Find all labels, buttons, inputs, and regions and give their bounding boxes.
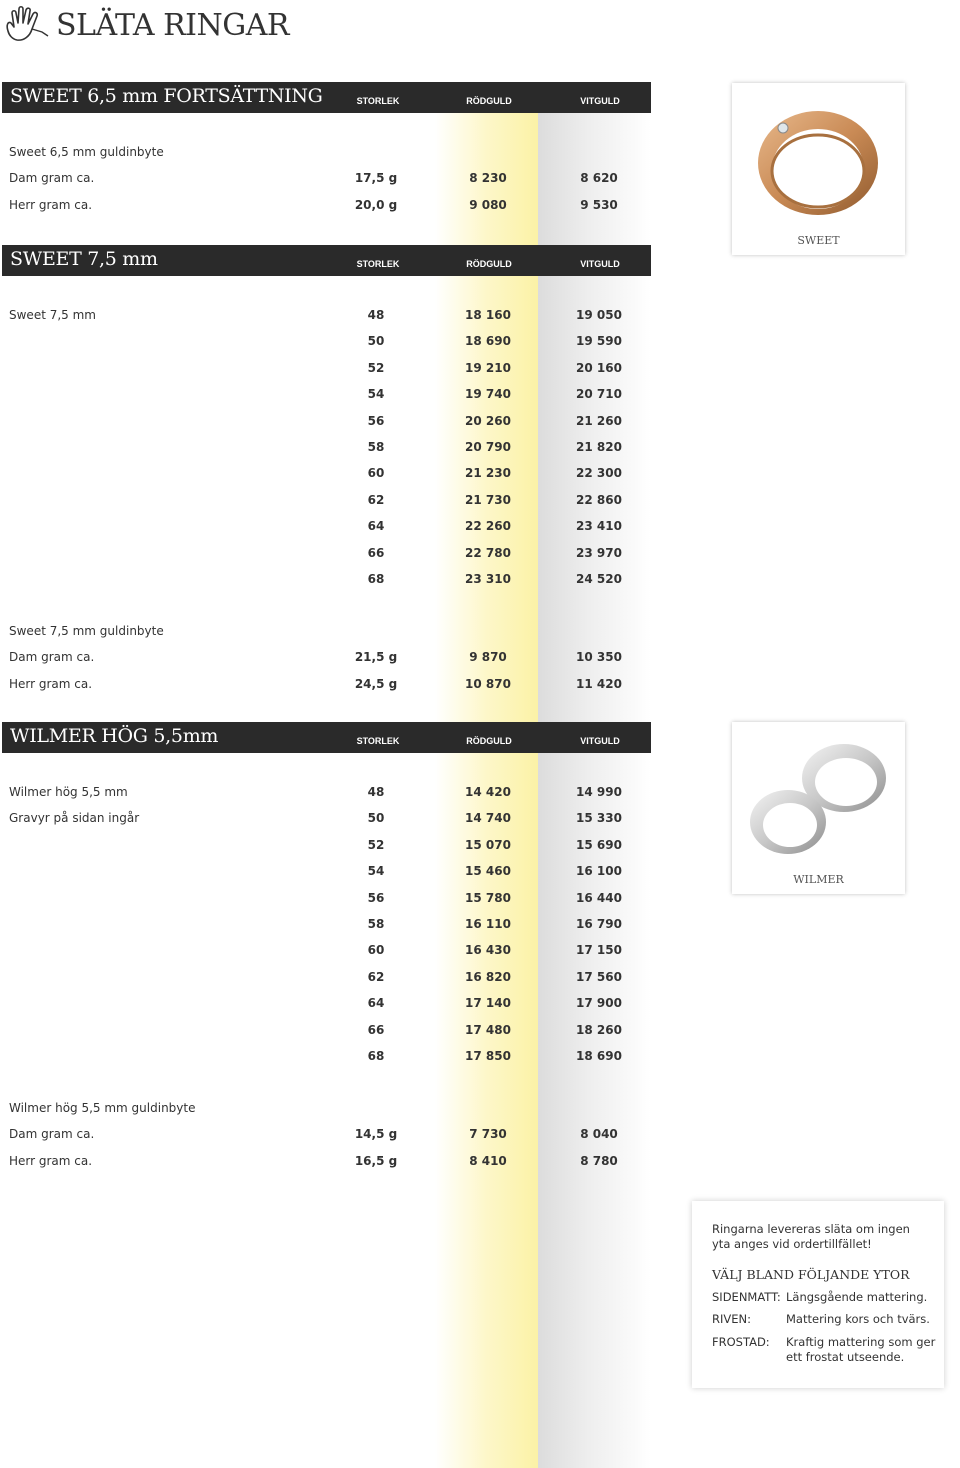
row-label: Gravyr på sidan ingår bbox=[9, 811, 140, 826]
red-gold-price: 16 110 bbox=[465, 916, 511, 931]
white-gold-price: 15 690 bbox=[576, 837, 622, 852]
section-title: SWEET 6,5 mm FORTSÄTTNING bbox=[10, 85, 323, 107]
red-gold-price: 17 140 bbox=[465, 996, 511, 1011]
red-gold-price: 8 410 bbox=[469, 1153, 507, 1168]
red-gold-price: 22 780 bbox=[465, 545, 511, 560]
white-gold-price: 8 040 bbox=[580, 1127, 618, 1142]
white-gold-price: 15 330 bbox=[576, 811, 622, 826]
row-label: Dam gram ca. bbox=[9, 650, 95, 665]
white-gold-price: 18 690 bbox=[576, 1048, 622, 1063]
row-label: Sweet 7,5 mm bbox=[9, 308, 96, 322]
option-desc: Kraftig mattering som ger ett frostat utseende. bbox=[786, 1335, 936, 1364]
row-label: Dam gram ca. bbox=[9, 1127, 95, 1142]
col-header-red-gold: RÖDGULD bbox=[466, 259, 512, 269]
page-title: SLÄTA RINGAR bbox=[56, 7, 289, 43]
option-key: FROSTAD: bbox=[712, 1335, 770, 1349]
row-label: Wilmer hög 5,5 mm bbox=[9, 785, 128, 799]
white-gold-price: 8 620 bbox=[580, 171, 618, 186]
white-gold-price: 21 820 bbox=[576, 439, 622, 454]
col-header-size: STORLEK bbox=[356, 259, 400, 269]
row-label: Sweet 6,5 mm guldinbyte bbox=[9, 145, 164, 159]
size-cell: 14,5 g bbox=[354, 1127, 398, 1142]
col-header-red-gold: RÖDGULD bbox=[466, 736, 512, 746]
white-gold-price: 8 780 bbox=[580, 1153, 618, 1168]
col-header-white-gold: VITGULD bbox=[580, 259, 620, 269]
hand-icon bbox=[2, 5, 50, 45]
white-gold-price: 21 260 bbox=[576, 413, 622, 428]
gold-ring-image bbox=[732, 83, 905, 233]
row-label: Sweet 7,5 mm guldinbyte bbox=[9, 624, 164, 638]
size-cell: 52 bbox=[367, 837, 385, 852]
row-label: Dam gram ca. bbox=[9, 171, 95, 186]
red-gold-price: 19 210 bbox=[465, 360, 511, 375]
red-gold-price: 21 730 bbox=[465, 492, 511, 507]
size-cell: 17,5 g bbox=[354, 171, 398, 186]
size-cell: 62 bbox=[367, 969, 385, 984]
section-header-sweet-6-5 bbox=[2, 82, 651, 113]
size-cell: 60 bbox=[367, 466, 385, 481]
red-gold-price: 20 260 bbox=[465, 413, 511, 428]
white-gold-price: 22 860 bbox=[576, 492, 622, 507]
col-header-size: STORLEK bbox=[356, 96, 400, 106]
size-cell: 50 bbox=[367, 334, 385, 349]
wilmer-caption: WILMER bbox=[793, 873, 844, 886]
white-gold-price: 24 520 bbox=[576, 571, 622, 586]
option-desc: Längsgående mattering. bbox=[786, 1290, 928, 1304]
white-gold-price: 18 260 bbox=[576, 1022, 622, 1037]
size-cell: 58 bbox=[367, 916, 385, 931]
row-label: Herr gram ca. bbox=[9, 676, 93, 691]
row-label: Wilmer hög 5,5 mm guldinbyte bbox=[9, 1101, 196, 1115]
size-cell: 52 bbox=[367, 360, 385, 375]
col-header-white-gold: VITGULD bbox=[580, 736, 620, 746]
white-gold-price: 20 710 bbox=[576, 387, 622, 402]
red-gold-price: 17 480 bbox=[465, 1022, 511, 1037]
white-gold-price: 23 410 bbox=[576, 519, 622, 534]
red-gold-price: 16 430 bbox=[465, 943, 511, 958]
red-gold-price: 16 820 bbox=[465, 969, 511, 984]
red-gold-price: 14 740 bbox=[465, 811, 511, 826]
size-cell: 58 bbox=[367, 439, 385, 454]
size-cell: 16,5 g bbox=[354, 1153, 398, 1168]
size-cell: 21,5 g bbox=[354, 650, 398, 665]
white-gold-price: 14 990 bbox=[576, 785, 622, 799]
col-header-red-gold: RÖDGULD bbox=[466, 96, 512, 106]
size-cell: 20,0 g bbox=[354, 197, 398, 212]
col-header-size: STORLEK bbox=[356, 736, 400, 746]
white-gold-rings-image bbox=[732, 722, 905, 872]
red-gold-price: 15 070 bbox=[465, 837, 511, 852]
size-cell: 64 bbox=[367, 996, 385, 1011]
size-cell: 48 bbox=[367, 308, 385, 322]
delivery-note: Ringarna levereras släta om ingen yta anges vid ordertillfället! bbox=[712, 1222, 910, 1251]
options-title: VÄLJ BLAND FÖLJANDE YTOR bbox=[712, 1267, 910, 1282]
white-gold-price: 19 050 bbox=[576, 308, 622, 322]
red-gold-price: 18 690 bbox=[465, 334, 511, 349]
option-desc: Mattering kors och tvärs. bbox=[786, 1312, 930, 1326]
red-gold-price: 14 420 bbox=[465, 785, 511, 799]
red-gold-price: 10 870 bbox=[465, 676, 511, 691]
white-gold-price: 23 970 bbox=[576, 545, 622, 560]
section-header-sweet-7-5 bbox=[2, 245, 651, 276]
option-key: RIVEN: bbox=[712, 1312, 751, 1326]
sweet-ring-photo bbox=[732, 83, 905, 255]
red-gold-price: 8 230 bbox=[469, 171, 507, 186]
size-cell: 56 bbox=[367, 413, 385, 428]
size-cell: 54 bbox=[367, 864, 385, 879]
white-gold-price: 16 440 bbox=[576, 890, 622, 905]
page-header bbox=[2, 4, 289, 46]
red-gold-price: 15 460 bbox=[465, 864, 511, 879]
red-gold-price: 18 160 bbox=[465, 308, 511, 322]
red-gold-price: 22 260 bbox=[465, 519, 511, 534]
white-gold-price: 17 560 bbox=[576, 969, 622, 984]
white-gold-price: 16 790 bbox=[576, 916, 622, 931]
size-cell: 50 bbox=[367, 811, 385, 826]
white-gold-price: 17 900 bbox=[576, 996, 622, 1011]
col-header-white-gold: VITGULD bbox=[580, 96, 620, 106]
section-title: SWEET 7,5 mm bbox=[10, 248, 158, 270]
sweet-caption: SWEET bbox=[797, 234, 840, 247]
option-key: SIDENMATT: bbox=[712, 1290, 781, 1304]
red-gold-price: 15 780 bbox=[465, 890, 511, 905]
wilmer-ring-photo bbox=[732, 722, 905, 894]
white-gold-price: 17 150 bbox=[576, 943, 622, 958]
white-gold-price: 16 100 bbox=[576, 864, 622, 879]
white-gold-price: 22 300 bbox=[576, 466, 622, 481]
size-cell: 62 bbox=[367, 492, 385, 507]
red-gold-price: 20 790 bbox=[465, 439, 511, 454]
red-gold-price: 17 850 bbox=[465, 1048, 511, 1063]
size-cell: 60 bbox=[367, 943, 385, 958]
white-gold-price: 19 590 bbox=[576, 334, 622, 349]
white-gold-price: 11 420 bbox=[576, 676, 622, 691]
row-label: Herr gram ca. bbox=[9, 1153, 93, 1168]
red-gold-price: 19 740 bbox=[465, 387, 511, 402]
section-header-wilmer bbox=[2, 722, 651, 753]
red-gold-price: 23 310 bbox=[465, 571, 511, 586]
size-cell: 66 bbox=[367, 1022, 385, 1037]
size-cell: 66 bbox=[367, 545, 385, 560]
size-cell: 68 bbox=[367, 1048, 385, 1063]
red-gold-price: 9 870 bbox=[469, 650, 507, 665]
size-cell: 64 bbox=[367, 519, 385, 534]
size-cell: 48 bbox=[367, 785, 385, 799]
red-gold-price: 21 230 bbox=[465, 466, 511, 481]
white-gold-price: 10 350 bbox=[576, 650, 622, 665]
row-label: Herr gram ca. bbox=[9, 197, 93, 212]
size-cell: 54 bbox=[367, 387, 385, 402]
section-title: WILMER HÖG 5,5mm bbox=[10, 725, 219, 747]
surface-options-box bbox=[692, 1201, 944, 1388]
red-gold-price: 7 730 bbox=[469, 1127, 507, 1142]
size-cell: 24,5 g bbox=[354, 676, 398, 691]
size-cell: 56 bbox=[367, 890, 385, 905]
red-gold-price: 9 080 bbox=[469, 197, 507, 212]
white-gold-price: 9 530 bbox=[580, 197, 618, 212]
white-gold-price: 20 160 bbox=[576, 360, 622, 375]
size-cell: 68 bbox=[367, 571, 385, 586]
